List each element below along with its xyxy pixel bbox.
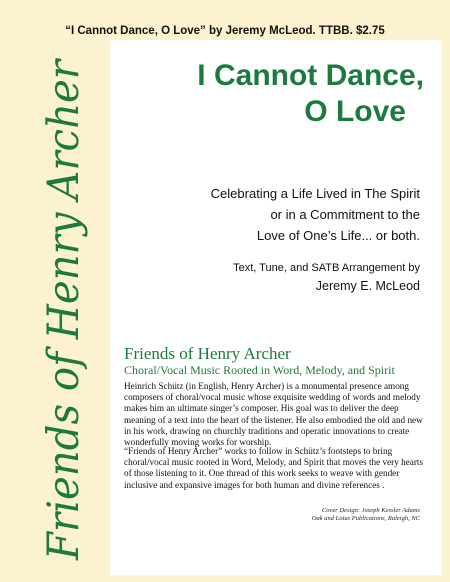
vertical-title-text: Friends of Henry Archer bbox=[39, 40, 89, 560]
vertical-title bbox=[8, 40, 108, 575]
author-name: Jeremy E. McLeod bbox=[315, 279, 420, 293]
price-line: “I Cannot Dance, O Love” by Jeremy McLeod. TTBB. $2.75 bbox=[65, 25, 385, 37]
subtitle-line-1: Celebrating a Life Lived in The Spirit bbox=[210, 186, 420, 201]
title-line-1: I Cannot Dance, bbox=[197, 59, 424, 92]
about-paragraph-1: Heinrich Schütz (in English, Henry Archer) is a monumental presence among composers of choral/vocal music whose exquisite wedding of words and melody makes him an ultimate singer’s composer. His goal was to deliver the deep meaning of a text into the heart of the listener. He also embodied the old and new in his work, drawing on churchly traditions and operatic innovations to create wonderfully moving works for worship. bbox=[124, 381, 423, 448]
about-subheading: Choral/Vocal Music Rooted in Word, Melody, and Spirit bbox=[124, 363, 395, 377]
publisher-credit: Oak and Lotus Publications, Raleigh, NC bbox=[311, 515, 420, 522]
title-line-2: O Love bbox=[304, 95, 406, 128]
subtitle-line-3: Love of One’s Life... or both. bbox=[256, 228, 420, 243]
subtitle-line-2: or in a Commitment to the bbox=[270, 207, 420, 222]
arrangement-credit: Text, Tune, and SATB Arrangement by bbox=[233, 262, 420, 274]
cover-credits bbox=[160, 507, 420, 523]
subtitle bbox=[160, 183, 420, 246]
design-credit: Cover Design: Joseph Kessler Adams bbox=[321, 507, 420, 514]
about-paragraph-2: “Friends of Henry Archer” works to follow in Schütz’s footsteps to bring choral/vocal music rooted in Word, Melody, and Spirit that moves the very hearts of those listening to it. One thread of this work seeks to weave with gender inclusive and expansive images for both human and divine references . bbox=[124, 446, 424, 490]
page-title bbox=[144, 58, 424, 130]
about-heading: Friends of Henry Archer bbox=[124, 344, 291, 363]
